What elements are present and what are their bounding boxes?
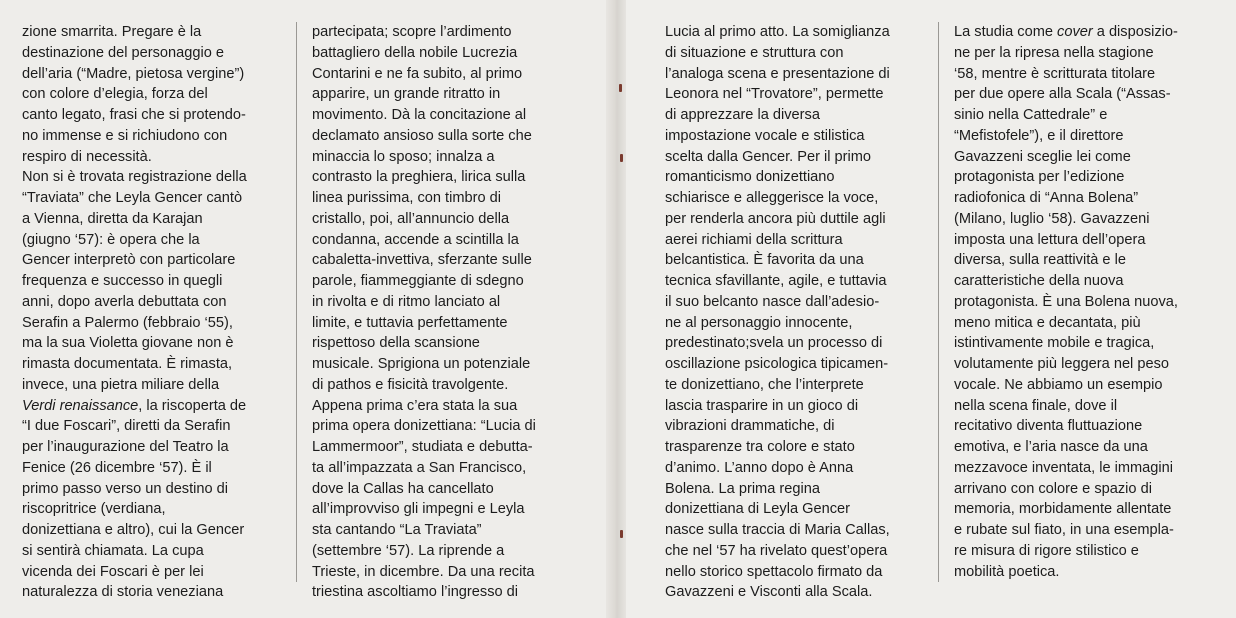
binding-stitch <box>620 154 623 162</box>
column-rule-right <box>938 22 939 582</box>
text-column-1 <box>22 22 290 603</box>
column-4-text: La studia come <box>954 24 1058 40</box>
text-column-3 <box>665 22 933 603</box>
text-column-4 <box>954 22 1226 582</box>
text-column-2 <box>312 22 602 603</box>
column-1-text-cont: , la riscoperta de “I due Foscari”, diretti da Serafin per l’inaugurazione del Teatro la Fenice (26 dicembre ‘57). È il primo passo verso un destino di riscopritrice (verdiana, donizettiana e altro), cui la Gencer si sentirà chiamata. La cupa vicenda dei Foscari è per lei naturalezza di storia veneziana <box>22 397 247 601</box>
column-3-text: Lucia al primo atto. La somiglianza di situazione e struttura con l’analoga scena e presentazione di Leonora nel “Trovatore”, permette di apprezzare la diversa impostazione vocale e stilistica scelta dalla Gencer. Per il primo romanticismo donizettiano schiarisce e alleggerisce la voce, per renderla ancora più duttile agli aerei richiami della scrittura belcantistica. È favorita da una tecnica sfavillante, agile, e tuttavia il suo belcanto nasce dall’adesio- ne al personaggio innocente, predestinato;svela un processo di oscillazione psicologica tipicamen- te donizettiano, che l’interprete lascia trasparire in un gioco di vibrazioni drammatiche, di trasparenze tra colore e stato d’animo. L’anno dopo è Anna Bolena. La prima regina donizettiana di Leyla Gencer nasce sulla traccia di Maria Callas, che nel ‘57 ha rivelato quest’opera nello storico spettacolo firmato da Gavazzeni e Visconti alla Scala. <box>665 24 890 601</box>
column-rule-left <box>296 22 297 582</box>
binding-stitch <box>619 84 622 92</box>
column-4-italic: cover <box>1057 24 1093 40</box>
column-4-text-cont: a disposizio- ne per la ripresa nella stagione ‘58, mentre è scritturata titolare per due opere alla Scala (“Assas- sinio nella Cattedrale” e “Mefistofele”), e il direttore Gavazzeni sceglie lei come protagonista per l’edizione radiofonica di “Anna Bolena” (Milano, luglio ‘58). Gavazzeni imposta una lettura dell’opera diversa, sulla reattività e le caratteristiche della nuova protagonista. È una Bolena nuova, meno mitica e decantata, più istintivamente mobile e tragica, volutamente più leggera nel peso vocale. Ne abbiamo un esempio nella scena finale, dove il recitativo diventa fluttuazione emotiva, e l’aria nasce da una mezzavoce inventata, le immagini arrivano con colore e spazio di memoria, morbidamente allentate e rubate sul fiato, in una esempla- re misura di rigore stilistico e mobilità poetica. <box>954 24 1178 580</box>
column-2-text: partecipata; scopre l’ardimento battagliero della nobile Lucrezia Contarini e ne fa subito, al primo apparire, un grande ritratto in movimento. Dà la concitazione al declamato ansioso sulla sorte che minaccia lo sposo; innalza a contrasto la preghiera, lirica sulla linea purissima, con timbro di cristallo, poi, all’annuncio della condanna, accende a scintilla la cabaletta-invettiva, sferzante sulle parole, fiammeggiante di sdegno in rivolta e di ritmo lanciato al limite, e tuttavia perfettamente rispettoso della scansione musicale. Sprigiona un potenziale di pathos e fisicità travolgente. Appena prima c’era stata la sua prima opera donizettiana: “Lucia di Lammermoor”, studiata e debutta- ta all’impazzata a San Francisco, dove la Callas ha cancellato all’improvviso gli impegni e Leyla sta cantando “La Traviata” (settembre ‘57). La riprende a Trieste, in dicembre. Da una recita triestina ascoltiamo l’ingresso di <box>312 24 536 601</box>
binding-stitch <box>620 530 623 538</box>
column-1-text: zione smarrita. Pregare è la destinazione del personaggio e dell’aria (“Madre, pietosa vergine”) con colore d’elegia, forza del canto legato, frasi che si protendo- no immense e si richiudono con respiro di necessità. Non si è trovata registrazione della “Traviata” che Leyla Gencer cantò a Vienna, diretta da Karajan (giugno ‘57): è opera che la Gencer interpretò con particolare frequenza e successo in quegli anni, dopo averla debuttata con Serafin a Palermo (febbraio ‘55), ma la sua Violetta giovane non è rimasta documentata. È rimasta, invece, una pietra miliare della <box>22 24 247 393</box>
column-1-italic: Verdi renaissance <box>22 397 139 414</box>
booklet-spine <box>606 0 626 618</box>
